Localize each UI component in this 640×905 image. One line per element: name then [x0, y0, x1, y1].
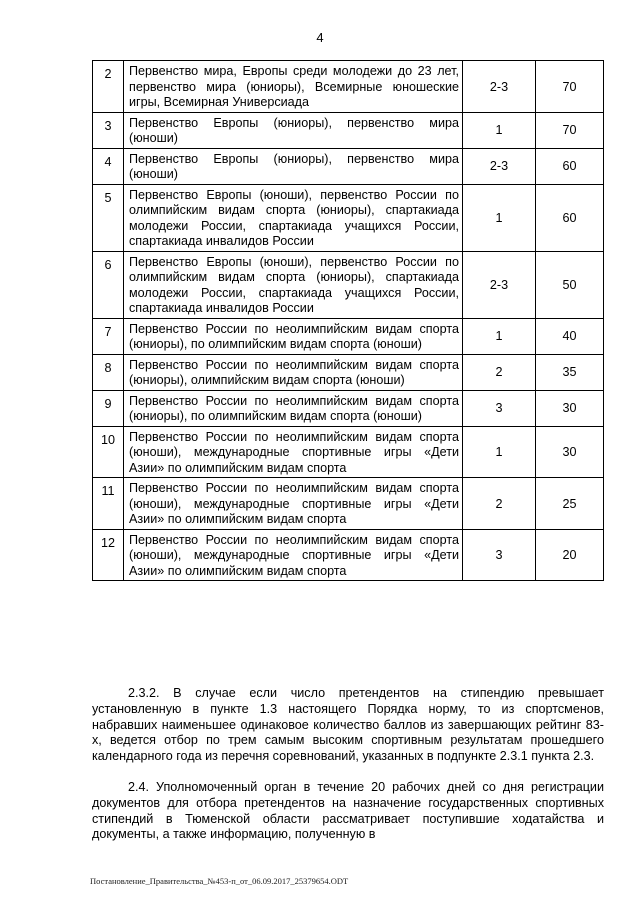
document-footer: Постановление_Правительства_№453-п_от_06.09.2017_25379654.ODT — [90, 876, 349, 886]
points-cell: 20 — [536, 529, 604, 581]
table-row — [93, 251, 604, 318]
place-cell: 1 — [463, 426, 536, 478]
row-number-cell: 9 — [93, 390, 124, 426]
paragraph-text: 2.4. Уполномоченный орган в течение 20 рабочих дней со дня регистрации документов для отбора претендентов на назначение государственных спортивных стипендий в Тюменской области рассматривает поступившие ходатайства и документы, а также информацию, полученную в — [92, 780, 604, 842]
place-cell: 3 — [463, 390, 536, 426]
table-row — [93, 354, 604, 390]
row-number-cell: 5 — [93, 184, 124, 251]
points-cell: 70 — [536, 112, 604, 148]
row-number-cell: 4 — [93, 148, 124, 184]
place-cell: 1 — [463, 112, 536, 148]
table-row — [93, 112, 604, 148]
row-number-cell: 3 — [93, 112, 124, 148]
points-cell: 30 — [536, 390, 604, 426]
place-cell: 2-3 — [463, 61, 536, 113]
table-row — [93, 529, 604, 581]
place-cell: 2 — [463, 354, 536, 390]
points-cell: 70 — [536, 61, 604, 113]
paragraph-2-3-2 — [92, 686, 604, 765]
points-cell: 30 — [536, 426, 604, 478]
place-cell: 2-3 — [463, 251, 536, 318]
place-cell: 1 — [463, 184, 536, 251]
competition-name-cell: Первенство мира, Европы среди молодежи до 23 лет, первенство мира (юниоры), Всемирные юношеские игры, Всемирная Универсиада — [124, 61, 463, 113]
row-number-cell: 8 — [93, 354, 124, 390]
page-number: 4 — [316, 30, 324, 45]
row-number-cell: 2 — [93, 61, 124, 113]
points-cell: 60 — [536, 184, 604, 251]
table-row — [93, 478, 604, 530]
place-cell: 2 — [463, 478, 536, 530]
place-cell: 3 — [463, 529, 536, 581]
points-cell: 25 — [536, 478, 604, 530]
table-row — [93, 318, 604, 354]
competition-name-cell: Первенство России по неолимпийским видам спорта (юноши), международные спортивные игры «Дети Азии» по олимпийским видам спорта — [124, 426, 463, 478]
competition-name-cell: Первенство Европы (юноши), первенство России по олимпийским видам спорта (юниоры), спартакиада молодежи России, спартакиада учащихся России, спартакиада инвалидов России — [124, 184, 463, 251]
paragraph-text: 2.3.2. В случае если число претендентов на стипендию превышает установленную в пункте 1.3 настоящего Порядка норму, то из спортсменов, набравших наименьшее одинаковое количество баллов из завершающих рейтинг 83-х, ведется отбор по трем самым высоким спортивным результатам прошедшего календарного года из перечня соревнований, указанных в подпункте 2.3.1 пункта 2.3. — [92, 686, 604, 764]
paragraph-2-4 — [92, 780, 604, 843]
row-number-cell: 6 — [93, 251, 124, 318]
table-row — [93, 426, 604, 478]
place-cell: 1 — [463, 318, 536, 354]
competition-name-cell: Первенство Европы (юноши), первенство России по олимпийским видам спорта (юниоры), спартакиада молодежи России, спартакиада учащихся России, спартакиада инвалидов России — [124, 251, 463, 318]
points-cell: 50 — [536, 251, 604, 318]
table-row — [93, 390, 604, 426]
rating-table — [92, 60, 604, 581]
competition-name-cell: Первенство Европы (юниоры), первенство мира (юноши) — [124, 112, 463, 148]
competition-name-cell: Первенство России по неолимпийским видам спорта (юниоры), олимпийским видам спорта (юноши) — [124, 354, 463, 390]
row-number-cell: 11 — [93, 478, 124, 530]
row-number-cell: 10 — [93, 426, 124, 478]
points-cell: 40 — [536, 318, 604, 354]
place-cell: 2-3 — [463, 148, 536, 184]
points-cell: 60 — [536, 148, 604, 184]
competition-name-cell: Первенство Европы (юниоры), первенство мира (юноши) — [124, 148, 463, 184]
points-cell: 35 — [536, 354, 604, 390]
table-row — [93, 61, 604, 113]
table-row — [93, 148, 604, 184]
competition-name-cell: Первенство России по неолимпийским видам спорта (юниоры), по олимпийским видам спорта (юноши) — [124, 318, 463, 354]
row-number-cell: 7 — [93, 318, 124, 354]
competition-name-cell: Первенство России по неолимпийским видам спорта (юноши), международные спортивные игры «Дети Азии» по олимпийским видам спорта — [124, 529, 463, 581]
competition-name-cell: Первенство России по неолимпийским видам спорта (юниоры), по олимпийским видам спорта (юноши) — [124, 390, 463, 426]
table-row — [93, 184, 604, 251]
competition-name-cell: Первенство России по неолимпийским видам спорта (юноши), международные спортивные игры «Дети Азии» по олимпийским видам спорта — [124, 478, 463, 530]
row-number-cell: 12 — [93, 529, 124, 581]
